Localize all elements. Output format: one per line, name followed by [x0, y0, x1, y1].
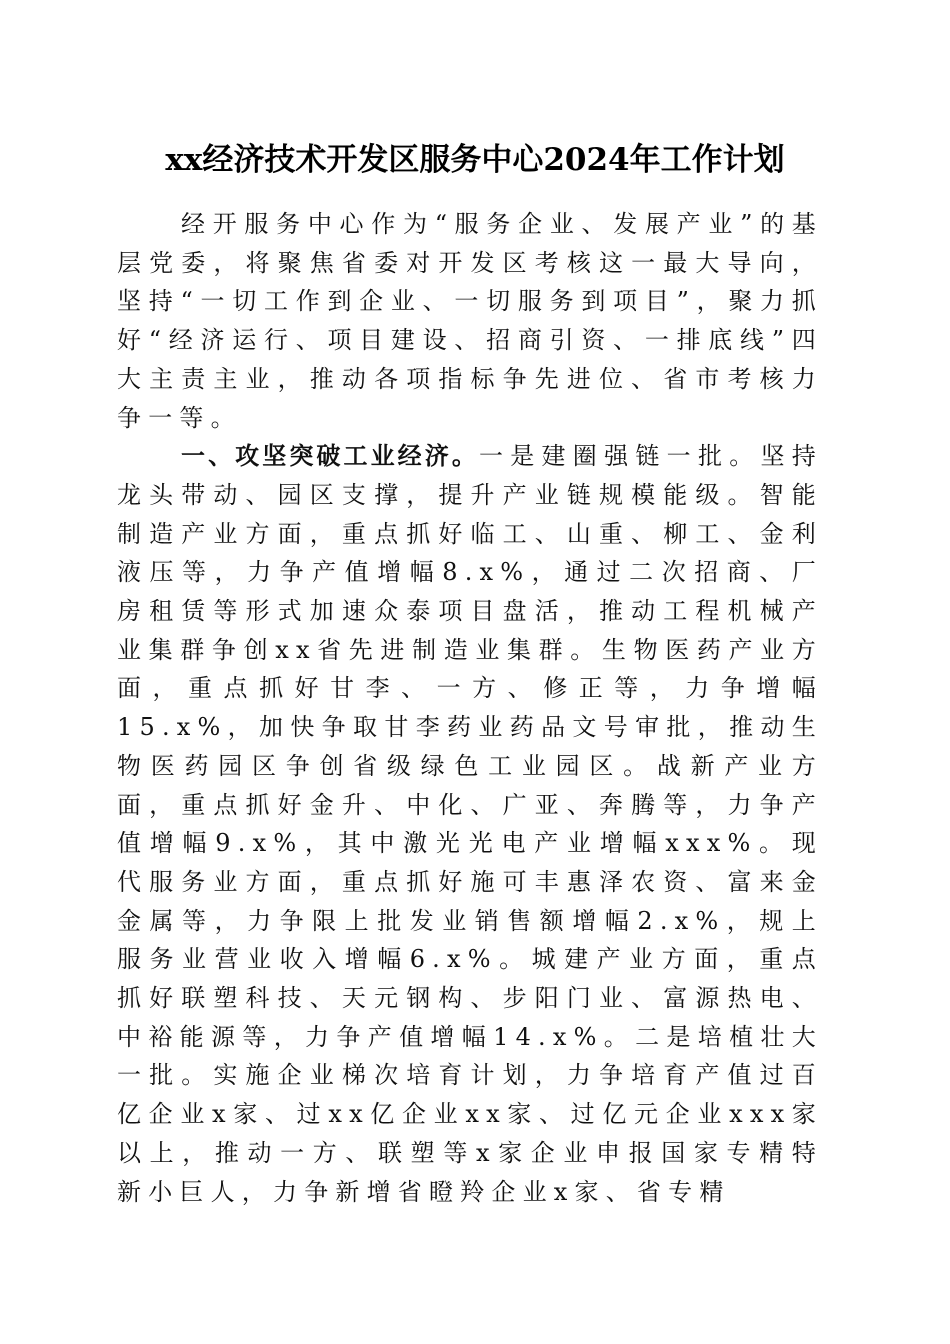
section-heading: 一、攻坚突破工业经济。 [181, 442, 479, 471]
paragraph-text: 经开服务中心作为“服务企业、发展产业”的基层党委，将聚焦省委对开发区考核这一最大导向，坚持“一切工作到企业、一切服务到项目”，聚力抓好“经济运行、项目建设、招商引资、一排底线”四大主责主业，推动各项指标争先进位、省市考核力争一等。 [117, 210, 823, 432]
section-paragraph [117, 437, 823, 1211]
document-body [117, 205, 823, 1211]
document-title: xx经济技术开发区服务中心2024年工作计划 [165, 142, 785, 178]
paragraph-text: 一是建圈强链一批。坚持龙头带动、园区支撑，提升产业链规模能级。智能制造产业方面，重点抓好临工、山重、柳工、金利液压等，力争产值增幅8.x%，通过二次招商、厂房租赁等形式加速众泰项目盘活，推动工程机械产业集群争创xx省先进制造业集群。生物医药产业方面，重点抓好甘李、一方、修正等，力争增幅15.x%，加快争取甘李药业药品文号审批，推动生物医药园区争创省级绿色工业园区。战新产业方面，重点抓好金升、中化、广亚、奔腾等，力争产值增幅9.x%，其中激光光电产业增幅xxx%。现代服务业方面，重点抓好施可丰惠泽农资、富来金金属等，力争限上批发业销售额增幅2.x%，规上服务业营业收入增幅6.x%。城建产业方面，重点抓好联塑科技、天元钢构、步阳门业、富源热电、中裕能源等，力争产值增幅14.x%。二是培植壮大一批。实施企业梯次培育计划，力争培育产值过百亿企业x家、过xx亿企业xx家、过亿元企业xxx家以上，推动一方、联塑等x家企业申报国家专精特新小巨人，力争新增省瞪羚企业x家、省专精 [117, 442, 824, 1206]
intro-paragraph [117, 205, 823, 437]
